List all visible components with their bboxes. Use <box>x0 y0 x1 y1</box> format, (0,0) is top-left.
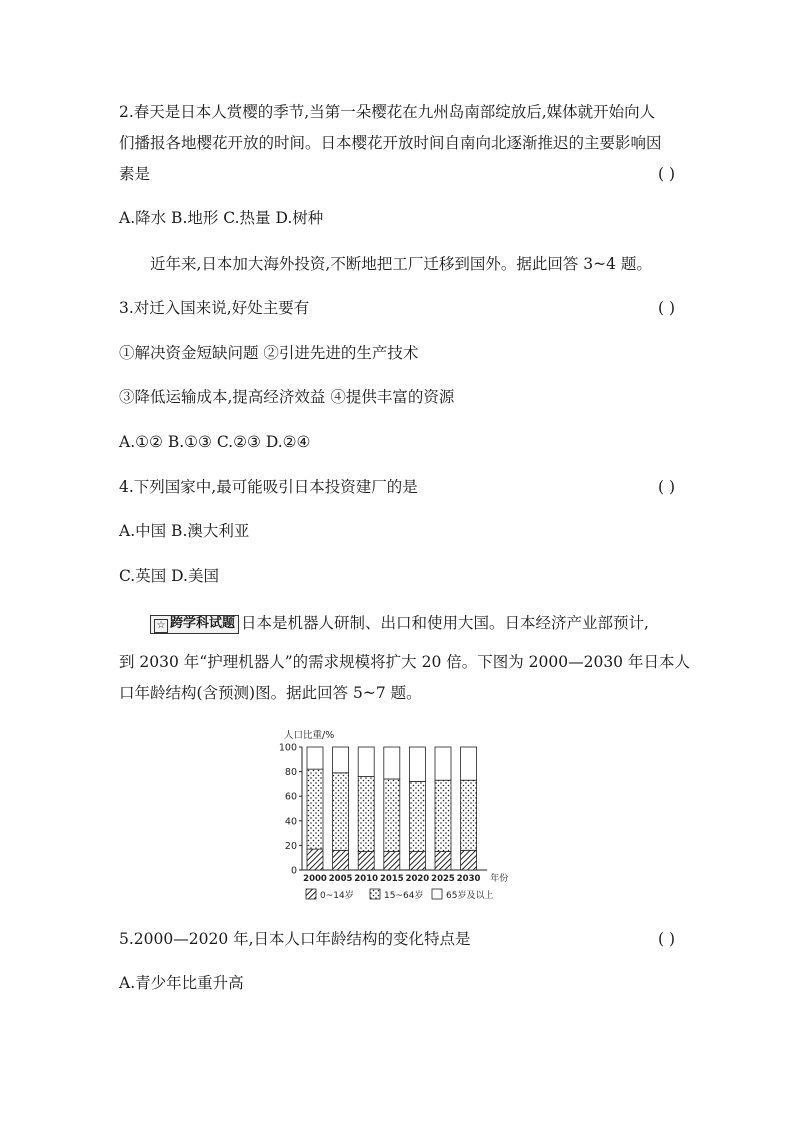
q4-options-1: A.中国 B.澳大利亚 <box>119 522 250 540</box>
x-tick-label: 2010 <box>354 874 379 884</box>
q2-stem-line3 <box>119 163 675 185</box>
bar-segment <box>435 852 451 870</box>
bar-segment <box>461 747 477 780</box>
bar-segment <box>358 852 374 870</box>
bar-segment <box>333 747 349 773</box>
x-tick-label: 2030 <box>456 874 481 884</box>
x-tick-label: 2005 <box>328 874 353 884</box>
bar-segment <box>307 747 323 769</box>
intro-text: 日本是机器人研制、出口和使用大国。日本经济产业部预计, <box>241 614 649 632</box>
y-tick-label: 0 <box>290 865 297 877</box>
x-tick-label: 2020 <box>405 874 430 884</box>
bar-segment <box>307 769 323 849</box>
bar-segment <box>461 850 477 870</box>
badge-label: 跨学科试题 <box>170 616 236 631</box>
bar-segment <box>409 852 425 870</box>
legend-swatch <box>432 889 442 899</box>
q5-7-intro-line2: 到 2030 年“护理机器人”的需求规模将扩大 20 倍。下图为 2000—2030 年日本人 <box>119 653 690 671</box>
x-tick-label: 2000 <box>303 874 327 884</box>
bar-segment <box>409 781 425 851</box>
q3-items-1: ①解决资金短缺问题 ②引进先进的生产技术 <box>119 344 419 362</box>
legend-swatch <box>306 889 316 899</box>
legend-swatch <box>370 889 380 899</box>
bar-segment <box>333 773 349 850</box>
legend-label: 65岁及以上 <box>446 891 494 901</box>
y-tick-label: 40 <box>284 816 297 828</box>
x-axis-title: 年份 <box>490 874 509 884</box>
bar-segment <box>307 849 323 870</box>
bar-segment <box>384 747 400 779</box>
y-tick-label: 20 <box>284 840 297 852</box>
bar-segment <box>409 747 425 781</box>
bar-segment <box>435 747 451 780</box>
q4-options-2: C.英国 D.美国 <box>119 567 219 585</box>
population-age-structure-chart <box>262 724 532 906</box>
q5-7-intro-line3: 口年龄结构(含预测)图。据此回答 5~7 题。 <box>119 684 422 702</box>
bar-segment <box>333 850 349 870</box>
y-axis-title: 人口比重/% <box>284 730 335 741</box>
q3-items-2: ③降低运输成本,提高经济效益 ④提供丰富的资源 <box>119 388 455 406</box>
q5-stem-text: 5.2000—2020 年,日本人口年龄结构的变化特点是 <box>119 930 471 948</box>
q4-answer-blank: ( ) <box>657 478 675 496</box>
bar-segment <box>358 777 374 852</box>
cross-discipline-badge <box>150 615 239 634</box>
q4-stem-text: 4.下列国家中,最可能吸引日本投资建厂的是 <box>119 478 418 496</box>
x-tick-label: 2025 <box>431 874 455 884</box>
q3-stem-text: 3.对迁入国来说,好处主要有 <box>119 299 310 317</box>
q3-stem <box>119 297 675 319</box>
q5-option-a: A.青少年比重升高 <box>119 974 244 992</box>
q5-stem <box>119 928 675 950</box>
q3-options: A.①② B.①③ C.②③ D.②④ <box>119 433 311 451</box>
q3-4-intro: 近年来,日本加大海外投资,不断地把工厂迁移到国外。据此回答 3~4 题。 <box>150 255 652 273</box>
q4-stem <box>119 476 675 498</box>
q2-options: A.降水 B.地形 C.热量 D.树种 <box>119 209 324 227</box>
legend-label: 0~14岁 <box>320 891 354 901</box>
q5-answer-blank: ( ) <box>657 930 675 948</box>
bar-segment <box>435 780 451 851</box>
y-tick-label: 100 <box>278 742 297 754</box>
star-icon: ☆ <box>154 619 168 633</box>
y-tick-label: 80 <box>284 767 297 779</box>
legend-label: 15~64岁 <box>384 891 424 901</box>
q3-answer-blank: ( ) <box>657 299 675 317</box>
q2-stem-line1: 2.春天是日本人赏樱的季节,当第一朵樱花在九州岛南部绽放后,媒体就开始向人 <box>119 103 656 121</box>
bar-segment <box>384 779 400 852</box>
q5-7-intro-line1 <box>150 612 675 634</box>
bar-segment <box>384 852 400 870</box>
q2-stem-line2: 们播报各地樱花开放的时间。日本樱花开放时间自南向北逐渐推迟的主要影响因 <box>119 134 662 152</box>
q2-answer-blank: ( ) <box>657 165 675 183</box>
q2-stem-text: 素是 <box>119 165 151 183</box>
bar-segment <box>461 780 477 850</box>
x-tick-label: 2015 <box>379 874 404 884</box>
bar-segment <box>358 747 374 777</box>
y-tick-label: 60 <box>284 791 297 803</box>
